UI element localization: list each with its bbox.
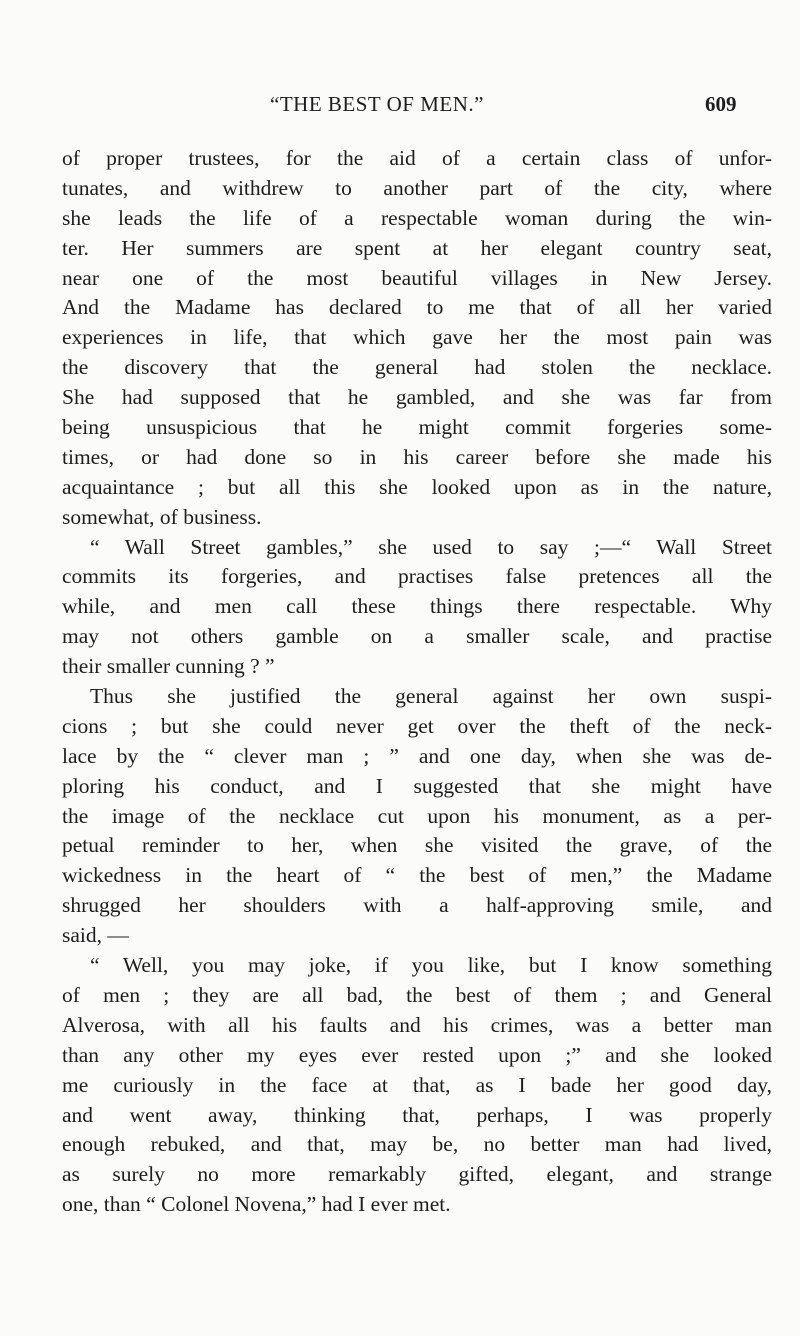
text-line: She had supposed that he gambled, and she was far from — [62, 385, 772, 410]
text-line: wickedness in the heart of “ the best of men,” the Madame — [62, 863, 772, 888]
text-line: said, — — [62, 923, 129, 948]
text-line: lace by the “ clever man ; ” and one day, when she was de- — [62, 743, 772, 768]
text-line: the image of the necklace cut upon his monument, as a per- — [62, 803, 772, 828]
text-line: and went away, thinking that, perhaps, I was properly — [62, 1102, 772, 1127]
text-line: near one of the most beautiful villages in New Jersey. — [62, 265, 772, 290]
running-head: “THE BEST OF MEN.” — [270, 92, 484, 116]
text-line: of proper trustees, for the aid of a certain class of unfor- — [62, 146, 772, 170]
text-line: may not others gamble on a smaller scale, and practise — [62, 624, 772, 649]
text-line: ploring his conduct, and I suggested that she might have — [62, 773, 772, 798]
text-line: the discovery that the general had stolen the necklace. — [62, 355, 772, 380]
page-number: 609 — [705, 92, 737, 116]
text-line: And the Madame has declared to me that of all her varied — [62, 295, 772, 320]
text-line: she leads the life of a respectable woman during the win- — [62, 205, 772, 230]
text-line: me curiously in the face at that, as I bade her good day, — [62, 1072, 772, 1097]
text-line: their smaller cunning ? ” — [62, 654, 275, 679]
text-line: Thus she justified the general against her own suspi- — [90, 684, 772, 709]
text-line: than any other my eyes ever rested upon ;” and she looked — [62, 1042, 772, 1067]
text-line: experiences in life, that which gave her the most pain was — [62, 325, 772, 350]
text-line: somewhat, of business. — [62, 504, 262, 529]
text-line: “ Wall Street gambles,” she used to say ;—“ Wall Street — [90, 534, 772, 559]
text-line: one, than “ Colonel Novena,” had I ever met. — [62, 1192, 451, 1217]
text-line: shrugged her shoulders with a half-approving smile, and — [62, 893, 772, 918]
text-line: times, or had done so in his career before she made his — [62, 444, 772, 469]
text-line: cions ; but she could never get over the theft of the neck- — [62, 713, 772, 738]
text-line: tunates, and withdrew to another part of the city, where — [62, 175, 772, 200]
text-line: of men ; they are all bad, the best of them ; and General — [62, 982, 772, 1007]
text-line: being unsuspicious that he might commit forgeries some- — [62, 415, 772, 440]
text-line: petual reminder to her, when she visited the grave, of the — [62, 833, 772, 858]
text-line: “ Well, you may joke, if you like, but I know something — [90, 953, 772, 978]
text-line: enough rebuked, and that, may be, no better man had lived, — [62, 1132, 772, 1157]
text-line: acquaintance ; but all this she looked upon as in the nature, — [62, 474, 772, 499]
text-line: as surely no more remarkably gifted, elegant, and strange — [62, 1162, 772, 1187]
text-line: while, and men call these things there respectable. Why — [62, 594, 772, 619]
text-line: ter. Her summers are spent at her elegant country seat, — [62, 235, 772, 260]
text-line: Alverosa, with all his faults and his crimes, was a better man — [62, 1012, 772, 1037]
body-text — [62, 144, 772, 1220]
text-line: commits its forgeries, and practises false pretences all the — [62, 564, 772, 589]
